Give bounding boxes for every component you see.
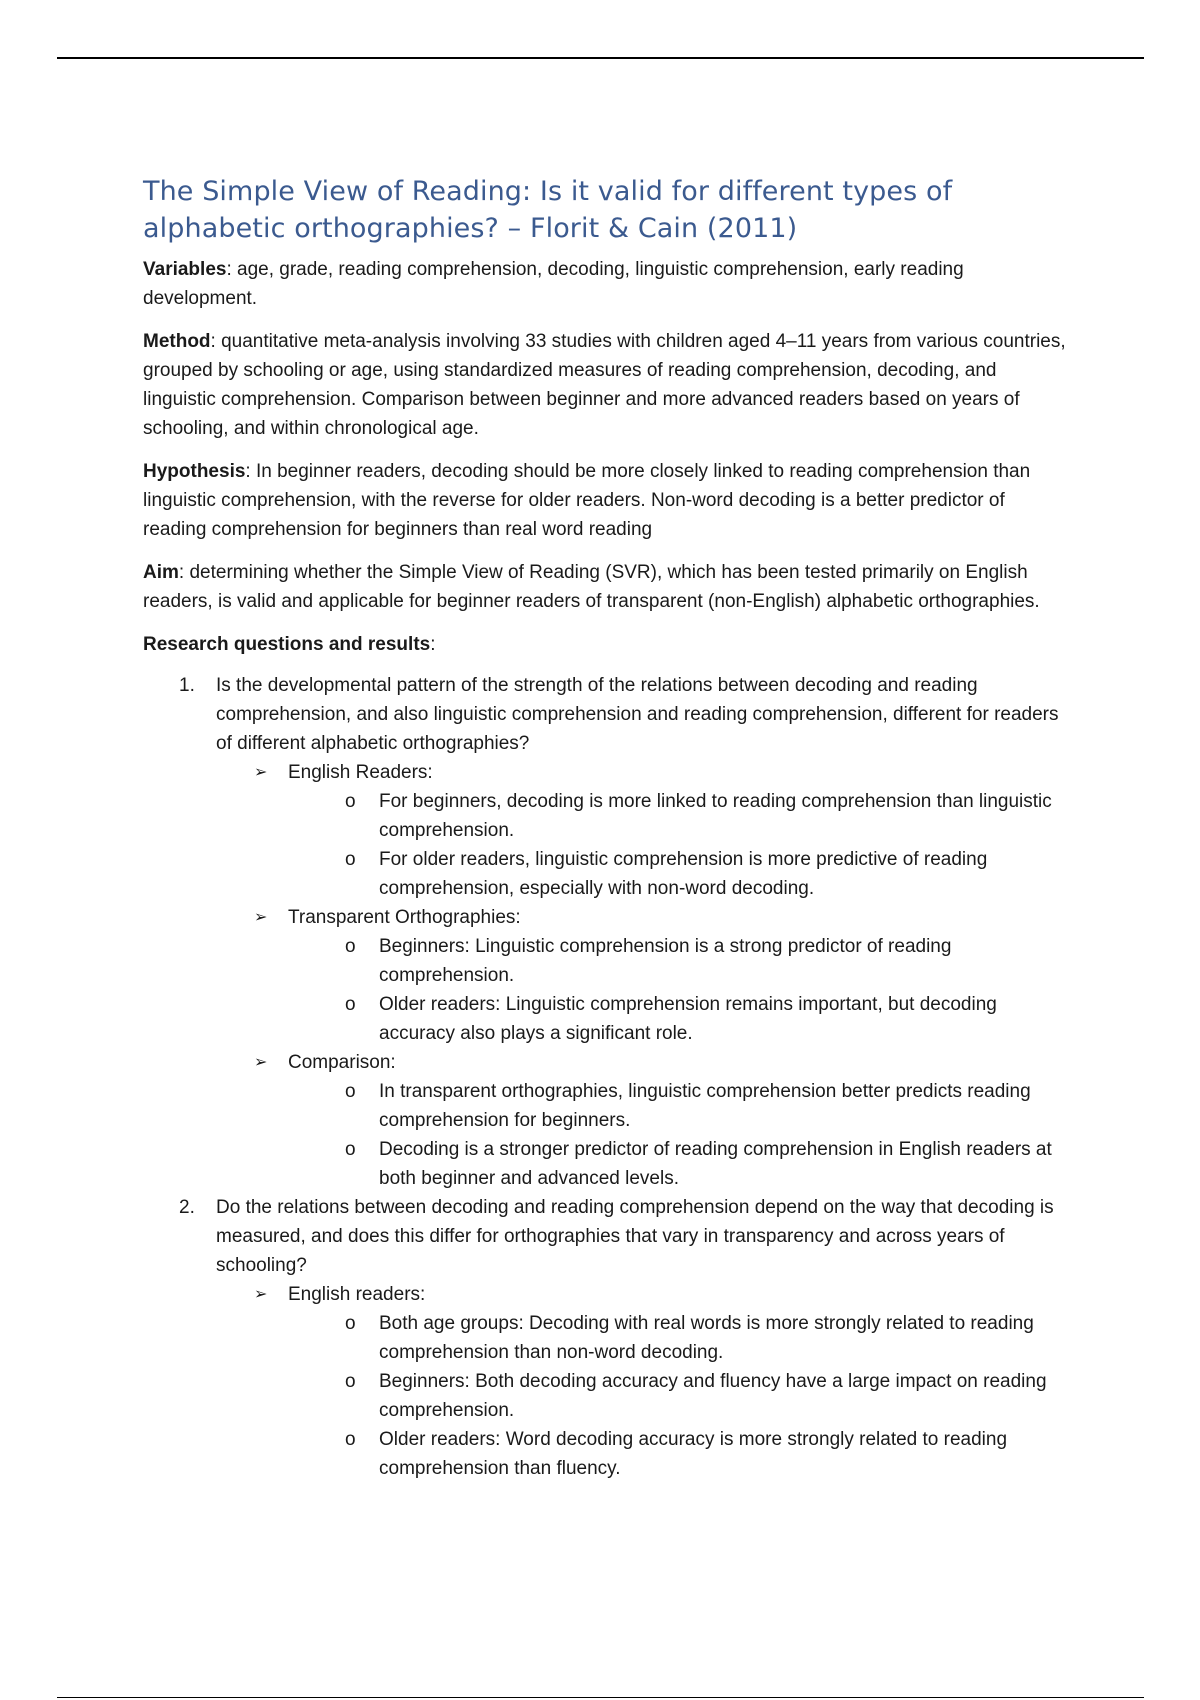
group-label: English Readers:	[288, 762, 433, 783]
result-items	[288, 1077, 1073, 1193]
result-item	[345, 932, 1073, 990]
result-items	[288, 1309, 1073, 1483]
result-item-text: For older readers, linguistic comprehension is more predictive of reading comprehension, especially with non-word decoding.	[379, 849, 988, 899]
circle-bullet-icon: o	[345, 1429, 356, 1450]
arrow-bullet-icon: ➢	[254, 1286, 268, 1303]
header-rule	[57, 57, 1144, 59]
result-item-text: For beginners, decoding is more linked to reading comprehension than linguistic comprehension.	[379, 791, 1052, 841]
aim-text: : determining whether the Simple View of Reading (SVR), which has been tested primarily on English readers, is valid and applicable for beginner readers of transparent (non-English) alphabetic orthographies.	[143, 562, 1040, 612]
result-item-text: Beginners: Linguistic comprehension is a strong predictor of reading comprehension.	[379, 936, 952, 986]
circle-bullet-icon: o	[345, 994, 356, 1015]
question-item	[143, 671, 1073, 1193]
document-title: The Simple View of Reading: Is it valid for different types of alphabetic orthographies? – Florit & Cain (2011)	[143, 176, 953, 244]
variables-label: Variables	[143, 259, 227, 280]
result-item	[345, 787, 1073, 845]
circle-bullet-icon: o	[345, 936, 356, 957]
question-text: Do the relations between decoding and reading comprehension depend on the way that decoding is measured, and does this differ for orthographies that vary in transparency and across years of schooling?	[216, 1197, 1054, 1276]
circle-bullet-icon: o	[345, 1139, 356, 1160]
result-group	[254, 1048, 1073, 1193]
circle-bullet-icon: o	[345, 849, 356, 870]
circle-bullet-icon: o	[345, 1313, 356, 1334]
result-items	[288, 787, 1073, 903]
aim-label: Aim	[143, 562, 179, 583]
result-item-text: Beginners: Both decoding accuracy and fluency have a large impact on reading comprehension.	[379, 1371, 1047, 1421]
result-groups	[216, 1280, 1073, 1483]
hypothesis-text: : In beginner readers, decoding should be more closely linked to reading comprehension than linguistic comprehension, with the reverse for older readers. Non-word decoding is a better predictor of reading comprehension for beginners than real word reading	[143, 461, 1031, 540]
method-text: : quantitative meta-analysis involving 33 studies with children aged 4–11 years from various countries, grouped by schooling or age, using standardized measures of reading comprehension, decoding, and linguistic comprehension. Comparison between beginner and more advanced readers based on years of schooling, and within chronological age.	[143, 331, 1066, 439]
question-number: 1.	[179, 675, 195, 696]
rq-heading-label: Research questions and results	[143, 634, 431, 655]
question-item	[143, 1193, 1073, 1483]
result-item	[345, 1309, 1073, 1367]
result-item	[345, 990, 1073, 1048]
circle-bullet-icon: o	[345, 791, 356, 812]
question-number: 2.	[179, 1197, 195, 1218]
research-questions-list	[143, 671, 1073, 1483]
group-label: English readers:	[288, 1284, 426, 1305]
aim-paragraph	[143, 558, 1073, 616]
result-item	[345, 1425, 1073, 1483]
result-item-text: Older readers: Word decoding accuracy is more strongly related to reading comprehension than fluency.	[379, 1429, 1008, 1479]
result-item-text: Both age groups: Decoding with real words is more strongly related to reading comprehension than non-word decoding.	[379, 1313, 1034, 1363]
result-group	[254, 1280, 1073, 1483]
result-item-text: Decoding is a stronger predictor of reading comprehension in English readers at both beginner and advanced levels.	[379, 1139, 1052, 1189]
hypothesis-label: Hypothesis	[143, 461, 246, 482]
variables-paragraph	[143, 255, 1073, 313]
method-paragraph	[143, 327, 1073, 443]
result-item	[345, 1077, 1073, 1135]
result-item-text: In transparent orthographies, linguistic comprehension better predicts reading comprehension for beginners.	[379, 1081, 1031, 1131]
method-label: Method	[143, 331, 211, 352]
hypothesis-paragraph	[143, 457, 1073, 544]
footer-rule	[57, 1697, 1144, 1698]
result-items	[288, 932, 1073, 1048]
rq-heading-colon: :	[430, 634, 436, 655]
arrow-bullet-icon: ➢	[254, 909, 268, 926]
variables-text: : age, grade, reading comprehension, decoding, linguistic comprehension, early reading development.	[143, 259, 964, 309]
result-groups	[216, 758, 1073, 1193]
arrow-bullet-icon: ➢	[254, 1054, 268, 1071]
result-group	[254, 903, 1073, 1048]
arrow-bullet-icon: ➢	[254, 764, 268, 781]
group-label: Comparison:	[288, 1052, 396, 1073]
result-item	[345, 1367, 1073, 1425]
result-item-text: Older readers: Linguistic comprehension remains important, but decoding accuracy also plays a significant role.	[379, 994, 997, 1044]
document-page	[143, 173, 1073, 1483]
result-item	[345, 845, 1073, 903]
research-questions-heading	[143, 630, 1073, 659]
group-label: Transparent Orthographies:	[288, 907, 521, 928]
circle-bullet-icon: o	[345, 1081, 356, 1102]
question-text: Is the developmental pattern of the strength of the relations between decoding and reading comprehension, and also linguistic comprehension and reading comprehension, different for readers of different alphabetic orthographies?	[216, 675, 1059, 754]
result-group	[254, 758, 1073, 903]
result-item	[345, 1135, 1073, 1193]
circle-bullet-icon: o	[345, 1371, 356, 1392]
